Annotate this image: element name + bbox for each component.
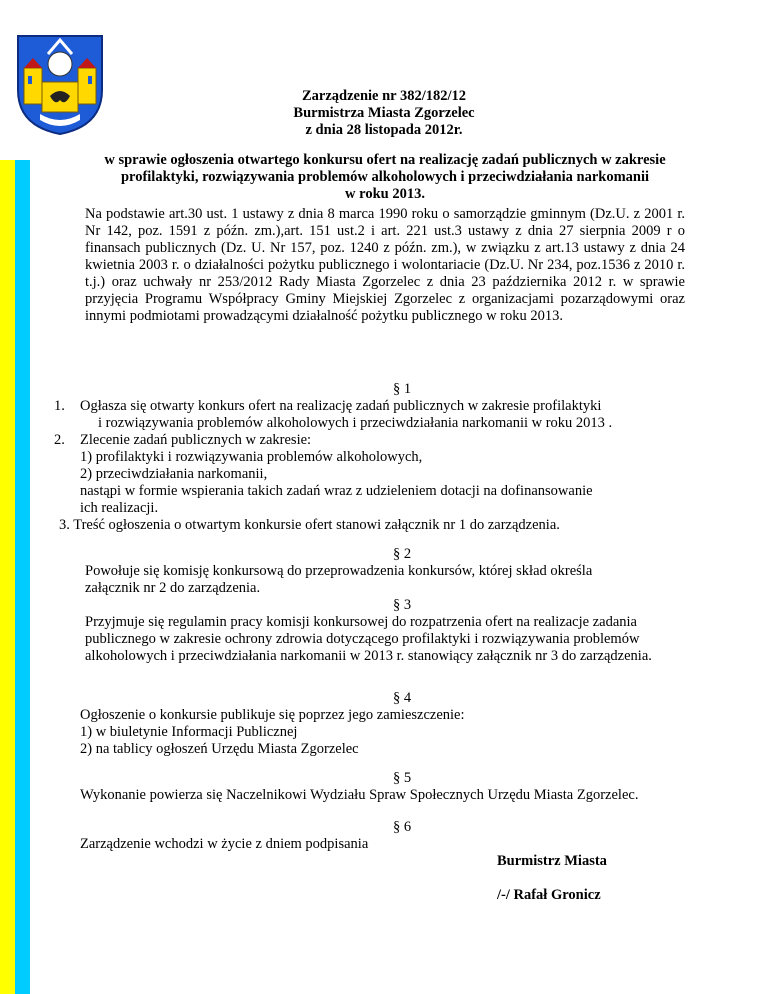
- section-2-mark: § 2: [392, 546, 412, 562]
- section-2-text: Powołuje się komisję konkursową do przeprowadzenia konkursów, której skład określa załącznik nr 2 do zarządzenia.: [85, 563, 593, 596]
- section-5-mark: § 5: [392, 770, 412, 786]
- s1-item2-number: 2.: [54, 432, 65, 448]
- s1-item1-number: 1.: [54, 398, 65, 414]
- section-4-line2: 1) w biuletynie Informacji Publicznej: [80, 724, 298, 740]
- issuer: Burmistrza Miasta Zgorzelec: [293, 105, 475, 121]
- section-3-text: Przyjmuje się regulamin pracy komisji konkursowej do rozpatrzenia ofert na realizacje zadania publicznego w zakresie ochrony zdrowia dotyczącego profilaktyki i rozwiązywania problemów alkoholowych i przeciwdziałania narkomanii w 2013 r. stanowiący załącznik nr 3 do zarządzenia.: [85, 614, 652, 664]
- section-4-line1: Ogłoszenie o konkursie publikuje się poprzez jego zamieszczenie:: [80, 707, 465, 723]
- yellow-margin-bar: [0, 160, 15, 994]
- s1-item1-line2: i rozwiązywania problemów alkoholowych i przeciwdziałania narkomanii w roku 2013 .: [98, 415, 613, 431]
- section-4-mark: § 4: [392, 690, 412, 706]
- document-header: [0, 88, 768, 139]
- signature-role: Burmistrz Miasta: [497, 853, 607, 869]
- s1-item2-sub2: 2) przeciwdziałania narkomanii,: [80, 466, 268, 482]
- cyan-margin-bar: [15, 160, 30, 994]
- document-subject: w sprawie ogłoszenia otwartego konkursu ofert na realizację zadań publicznych w zakresie profilaktyki, rozwiązywania problemów alkoholowych i przeciwdziałania narkomanii w roku 2013.: [104, 152, 666, 202]
- signature-name: /-/ Rafał Gronicz: [497, 887, 601, 903]
- section-6-text: Zarządzenie wchodzi w życie z dniem podpisania: [80, 836, 369, 852]
- section-5-text: Wykonanie powierza się Naczelnikowi Wydziału Spraw Społecznych Urzędu Miasta Zgorzelec.: [80, 787, 639, 803]
- section-3-mark: § 3: [392, 597, 412, 613]
- section-4-line3: 2) na tablicy ogłoszeń Urzędu Miasta Zgorzelec: [80, 741, 359, 757]
- s1-item1-line1: Ogłasza się otwarty konkurs ofert na realizację zadań publicznych w zakresie profilaktyki: [80, 398, 602, 414]
- s1-item2-line2: nastąpi w formie wspierania takich zadań wraz z udzieleniem dotacji na dofinansowanie: [80, 483, 593, 499]
- section-1-mark: § 1: [392, 381, 412, 397]
- s1-item3: 3. Treść ogłoszenia o otwartym konkursie ofert stanowi załącznik nr 1 do zarządzenia.: [59, 517, 560, 533]
- s1-item2-line1: Zlecenie zadań publicznych w zakresie:: [80, 432, 312, 448]
- s1-item2-sub1: 1) profilaktyki i rozwiązywania problemów alkoholowych,: [80, 449, 423, 465]
- decree-number: Zarządzenie nr 382/182/12: [301, 88, 467, 104]
- section-6-mark: § 6: [392, 819, 412, 835]
- preamble-paragraph: Na podstawie art.30 ust. 1 ustawy z dnia 8 marca 1990 roku o samorządzie gminnym (Dz.U. z 2001 r. Nr 142, poz. 1591 z późn. zm.),art. 151 ust.2 i art. 221 ust.3 ustawy z dnia 27 sierpnia 2009 r o finansach publicznych (Dz. U. Nr 157, poz. 1240 z późn. zm.), w związku z art.13 ustawy z dnia 24 kwietnia 2003 r. o działalności pożytku publicznego i wolontariacie (Dz.U. Nr 234, poz.1536 z 2010 r. t.j.) oraz uchwały nr 253/2012 Rady Miasta Zgorzelec z dnia 23 października 2012 r. w sprawie przyjęcia Programu Współpracy Gminy Miejskiej Zgorzelec z organizacjami pozarządowymi oraz innymi podmiotami prowadzącymi działalność pożytku publicznego w roku 2013.: [85, 206, 685, 324]
- s1-item2-line3: ich realizacji.: [80, 500, 159, 516]
- decree-date: z dnia 28 listopada 2012r.: [305, 122, 463, 138]
